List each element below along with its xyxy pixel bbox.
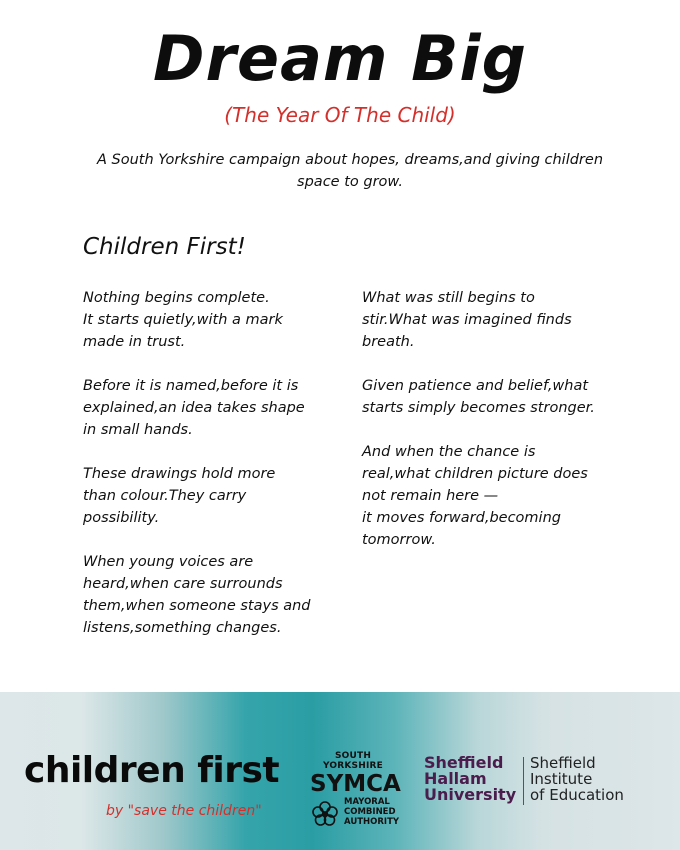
- poem-line: it moves forward,becoming: [362, 510, 561, 526]
- symca-authority-line: MAYORAL: [344, 797, 390, 807]
- poem-line: not remain here —: [362, 488, 499, 504]
- children-first-byline: by "save the children": [106, 803, 262, 819]
- flower-emblem-icon: [310, 799, 340, 829]
- poem-line: What was still begins to: [362, 290, 535, 306]
- poem-line: real,what children picture does: [362, 466, 588, 482]
- poem-line: When young voices are: [83, 554, 254, 570]
- shu-line: Hallam: [424, 769, 487, 788]
- shu-line: University: [424, 785, 517, 804]
- poem-line: in small hands.: [83, 422, 193, 438]
- poem-stanza: [362, 287, 607, 353]
- poem-line: These drawings hold more: [83, 466, 276, 482]
- poem-right-column: [362, 287, 607, 573]
- sheffield-institute-logo: [530, 755, 624, 803]
- sheffield-hallam-logo: [424, 755, 516, 803]
- logo-divider: [523, 757, 524, 805]
- poem-line: Before it is named,before it is: [83, 378, 299, 394]
- tagline-line: A South Yorkshire campaign about hopes, dreams,and giving children: [96, 152, 604, 168]
- poem-line: Given patience and belief,what: [362, 378, 589, 394]
- poem-stanza: [83, 551, 328, 639]
- symca-region: SOUTH YORKSHIRE: [323, 751, 383, 771]
- poem-left-column: [83, 287, 328, 661]
- poem-stanza: [83, 463, 328, 529]
- poem-line: And when the chance is: [362, 444, 536, 460]
- poem-line: breath.: [362, 334, 415, 350]
- symca-wordmark: SYMCA: [310, 771, 401, 797]
- poem-stanza: [362, 375, 607, 419]
- tagline-line: space to grow.: [297, 174, 403, 190]
- symca-logo: [310, 751, 401, 827]
- symca-authority: [344, 797, 404, 827]
- poem-line: explained,an idea takes shape: [83, 400, 305, 416]
- symca-authority-line: AUTHORITY: [344, 817, 400, 827]
- poem-line: made in trust.: [83, 334, 186, 350]
- shu-line: Sheffield: [424, 753, 504, 772]
- poem-line: Nothing begins complete.: [83, 290, 270, 306]
- poem-line: them,when someone stays and: [83, 598, 311, 614]
- poem-line: than colour.They carry: [83, 488, 247, 504]
- poem-line: heard,when care surrounds: [83, 576, 283, 592]
- poem-line: starts simply becomes stronger.: [362, 400, 595, 416]
- poem-line: listens,something changes.: [83, 620, 282, 636]
- poem-line: tomorrow.: [362, 532, 436, 548]
- poem-line: stir.What was imagined finds: [362, 312, 572, 328]
- campaign-tagline: [90, 149, 610, 193]
- poem-line: It starts quietly,with a mark: [83, 312, 283, 328]
- poem-line: possibility.: [83, 510, 160, 526]
- page-subtitle: (The Year Of The Child): [224, 103, 456, 127]
- sie-line: of Education: [530, 786, 624, 804]
- poem-stanza: [362, 441, 607, 551]
- poem-stanza: [83, 375, 328, 441]
- symca-authority-line: COMBINED: [344, 807, 396, 817]
- sie-line: Institute: [530, 770, 593, 788]
- poem-stanza: [83, 287, 328, 353]
- sie-line: Sheffield: [530, 754, 596, 772]
- section-heading: Children First!: [83, 234, 246, 260]
- page-title: Dream Big: [152, 22, 527, 95]
- children-first-logo: children first: [24, 750, 280, 791]
